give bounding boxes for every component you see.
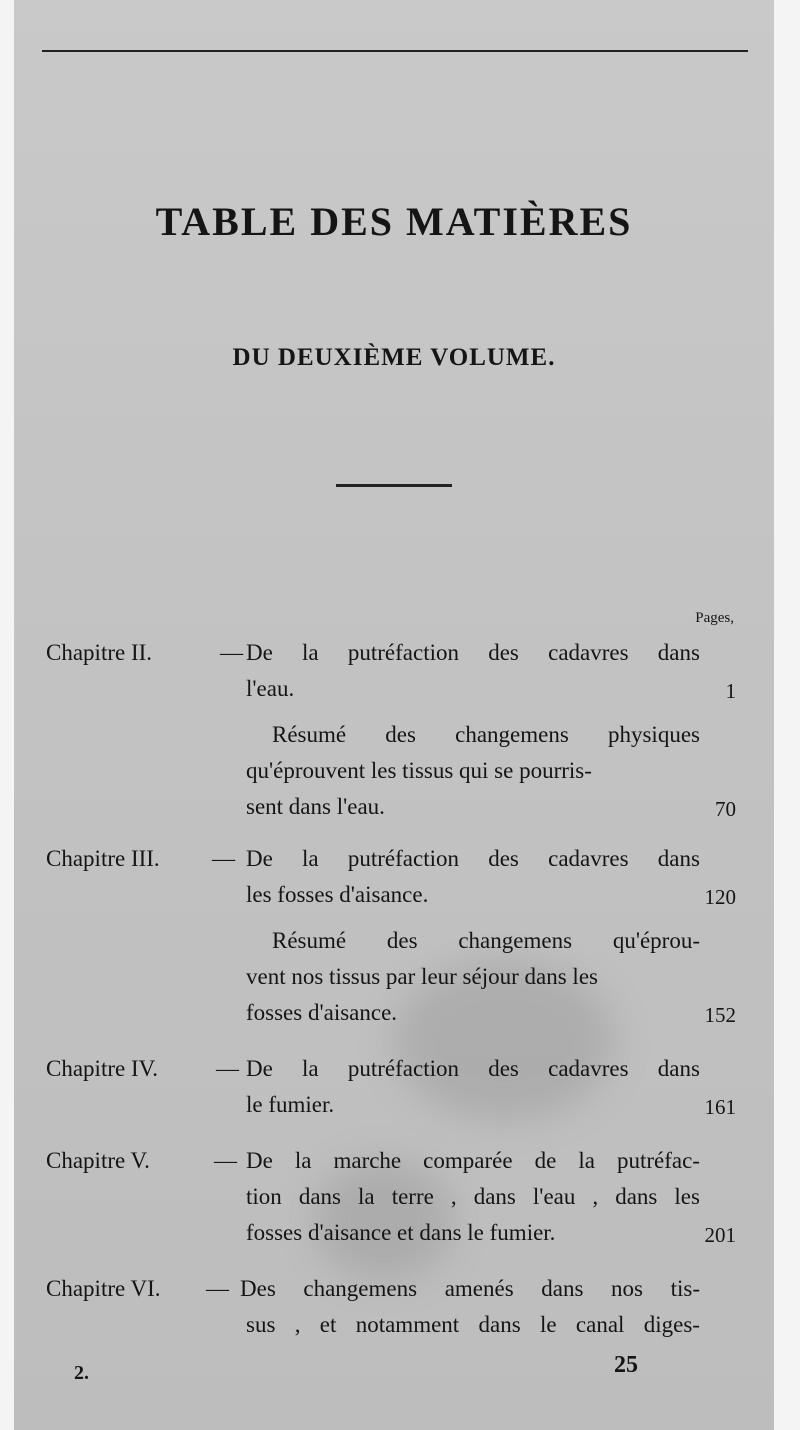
entry-line: De la putréfaction des cadavres dans [246, 1056, 700, 1081]
top-rule [42, 50, 748, 52]
entry-line: Résumé des changemens qu'éprou- [272, 928, 700, 953]
entry-line: tion dans la terre , dans l'eau , dans les [246, 1184, 700, 1209]
entry-line: fosses d'aisance. [246, 1000, 398, 1025]
dash: — [206, 1276, 229, 1301]
entry-line: Des changemens amenés dans nos tis- [240, 1276, 700, 1301]
pages-column-label: Pages, [695, 610, 734, 626]
chapter-label: Chapitre II. [46, 640, 153, 665]
chapter-label: Chapitre VI. [46, 1276, 161, 1301]
entry-line: De la putréfaction des cadavres dans [246, 640, 700, 665]
page-subtitle: DU DEUXIÈME VOLUME. [232, 344, 556, 371]
dash: — [220, 640, 243, 665]
chapter-label: Chapitre III. [46, 846, 160, 871]
entry-line: sent dans l'eau. [246, 794, 385, 819]
page-title: TABLE DES MATIÈRES [155, 199, 633, 244]
book-page [14, 0, 774, 1430]
entry-line: qu'éprouvent les tissus qui se pourris- [246, 758, 592, 783]
dash: — [212, 846, 235, 871]
entry-line: sus , et notamment dans le canal diges- [246, 1312, 700, 1337]
page-number: 1 [725, 679, 736, 703]
sheet-number: 25 [614, 1352, 638, 1378]
entry-line: les fosses d'aisance. [246, 882, 429, 907]
entry-line: De la marche comparée de la putréfac- [246, 1148, 700, 1173]
chapter-label: Chapitre V. [46, 1148, 150, 1173]
page-number: 201 [704, 1223, 736, 1247]
entry-line: De la putréfaction des cadavres dans [246, 846, 700, 871]
entry-line: l'eau. [246, 676, 295, 701]
page-number: 70 [715, 797, 736, 821]
page-number: 152 [704, 1003, 736, 1027]
page-number: 120 [704, 885, 736, 909]
entry-line: le fumier. [246, 1092, 335, 1117]
chapter-label: Chapitre IV. [46, 1056, 159, 1081]
page-number: 161 [704, 1095, 736, 1119]
dash: — [216, 1056, 239, 1081]
entry-line: Résumé des changemens physiques [272, 722, 700, 747]
entry-line: vent nos tissus par leur séjour dans les [246, 964, 598, 989]
divider [336, 484, 452, 487]
entry-line: fosses d'aisance et dans le fumier. [246, 1220, 556, 1245]
dash: — [214, 1148, 237, 1173]
signature-mark: 2. [74, 1362, 89, 1384]
